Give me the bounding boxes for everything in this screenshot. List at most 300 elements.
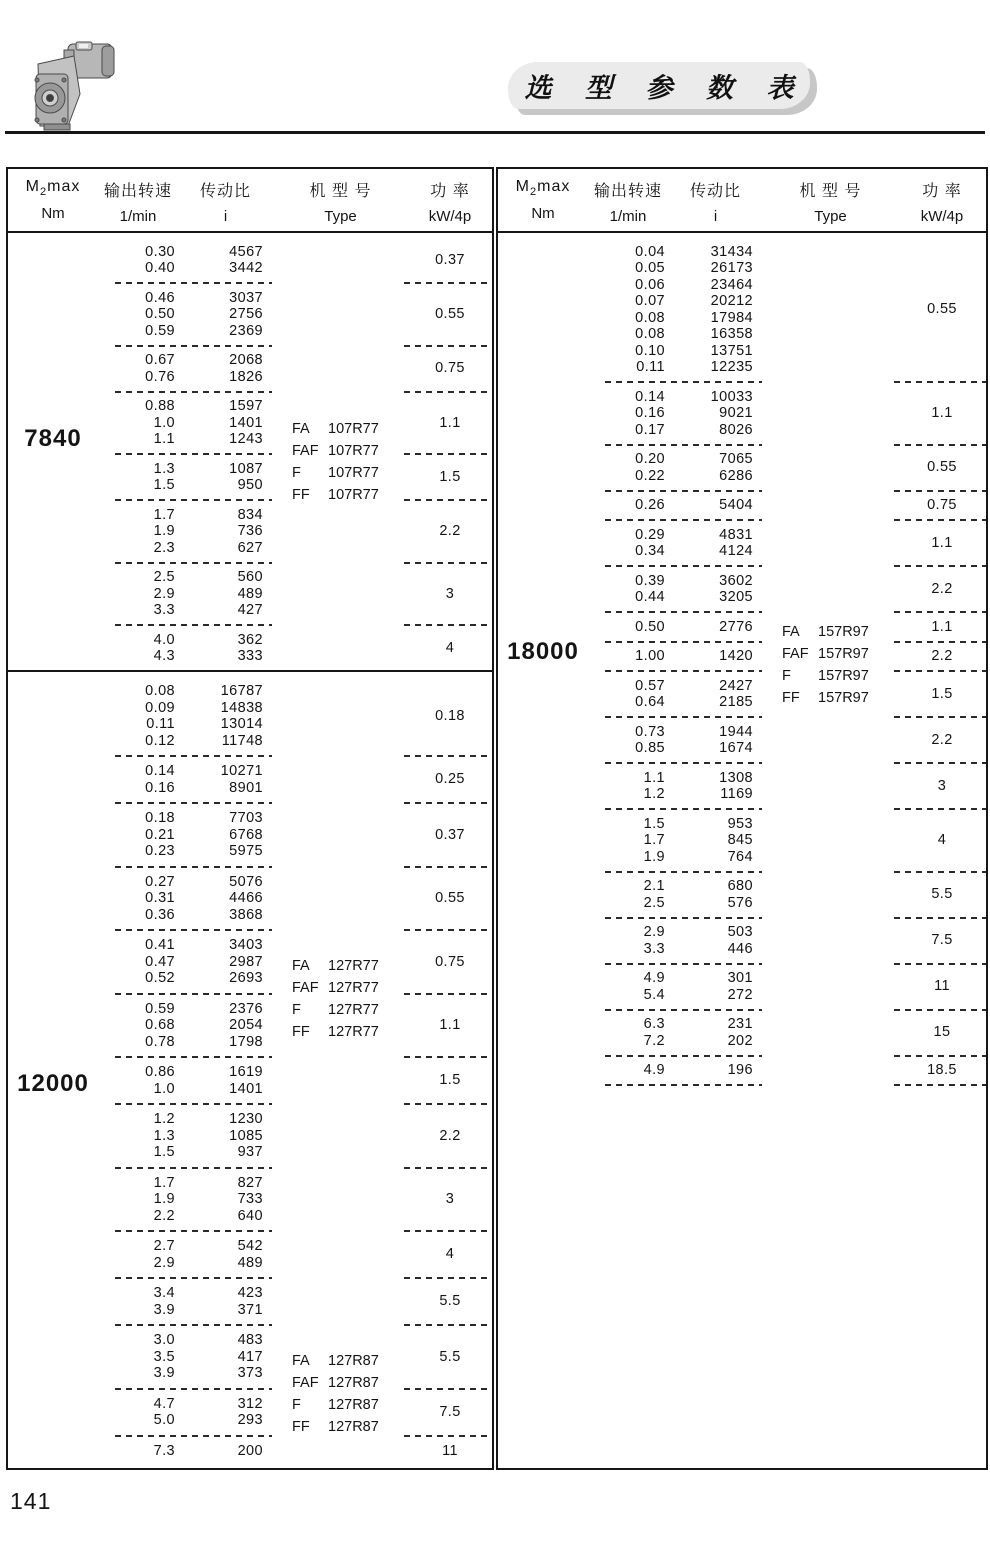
output-speed-value: 0.85 [635,740,665,756]
ratio-group-row [498,1056,986,1086]
output-speed-value: 6.3 [643,1016,665,1032]
output-speed-value: 2.7 [153,1238,175,1254]
ratio-value: 13751 [710,342,753,359]
output-speed-value: 0.11 [146,716,175,732]
torque-section [498,233,986,1468]
ratio-value: 845 [727,832,753,848]
output-speed-value: 0.29 [635,526,665,543]
type-model: FAF 107R77 [292,443,379,459]
power-value: 7.5 [439,1403,461,1420]
m2max-value: 12000 [17,1070,89,1097]
power-value: 7.5 [931,932,953,949]
ratio-group-row [498,566,986,612]
ratio-value: 20212 [710,293,753,309]
power-value: 1.5 [439,468,461,485]
power-value: 1.5 [439,1072,461,1089]
ratio-value: 6768 [229,826,263,843]
ratio-group-row [8,392,492,455]
output-speed-value: 2.5 [643,894,665,911]
output-speed-value: 0.14 [635,388,665,405]
ratio-group-row [498,1010,986,1056]
ratio-group-row [498,964,986,1010]
power-value: 18.5 [927,1062,957,1078]
ratio-value: 1826 [229,368,263,385]
output-speed-value: 4.9 [643,970,665,986]
power-value: 0.55 [435,306,465,322]
ratio-value: 950 [237,477,263,493]
ratio-value: 8901 [229,779,263,796]
ratio-group-row [498,717,986,763]
ratio-value: 427 [237,602,263,618]
ratio-value: 293 [237,1412,263,1428]
output-speed-value: 1.9 [643,848,665,865]
ratio-value: 272 [727,986,753,1003]
type-model: FAF 127R87 [292,1375,379,1391]
output-speed-value: 3.3 [643,940,665,957]
type-model: FA 127R77 [292,958,379,974]
ratio-value: 231 [727,1016,753,1032]
ratio-value: 542 [237,1238,263,1254]
power-value: 1.1 [439,414,461,431]
ratio-group-row [498,520,986,566]
ratio-value: 13014 [220,716,263,732]
output-speed-value: 0.04 [635,243,665,260]
output-speed-value: 4.3 [153,648,175,664]
output-speed-value: 1.0 [153,414,175,431]
output-speed-value: 4.9 [643,1062,665,1078]
output-speed-value: 0.86 [145,1064,175,1080]
power-value: 2.2 [931,580,953,597]
output-speed-value: 0.36 [145,906,175,923]
output-speed-value: 0.44 [635,589,665,605]
ratio-value: 9021 [719,405,753,421]
output-speed-value: 1.1 [643,769,665,786]
output-speed-value: 1.5 [153,1144,175,1160]
output-speed-value: 0.10 [635,342,665,359]
ratio-group-row [8,346,492,392]
dashed-divider [605,1084,762,1086]
output-speed-value: 0.47 [145,953,175,970]
header-divider [5,131,985,134]
type-model: FA 157R97 [782,624,869,640]
output-speed-value: 7.2 [643,1032,665,1049]
ratio-value: 2068 [229,352,263,368]
ratio-group-row [8,676,492,756]
power-value: 15 [933,1024,951,1041]
ratio-value: 5975 [229,843,263,859]
ratio-value: 2756 [229,306,263,322]
ratio-value: 3037 [229,289,263,306]
ratio-group-row [8,803,492,867]
ratio-value: 2427 [719,677,753,694]
ratio-value: 834 [237,506,263,523]
output-speed-value: 0.59 [145,1000,175,1017]
ratio-value: 1619 [229,1064,263,1080]
ratio-value: 4567 [229,243,263,260]
ratio-value: 2776 [719,618,753,635]
type-model: FA 127R87 [292,1353,379,1369]
m2max-value: 18000 [507,638,579,665]
output-speed-value: 0.39 [635,572,665,589]
output-speed-value: 7.3 [153,1442,175,1459]
torque-section [8,233,492,672]
output-speed-value: 0.73 [635,723,665,740]
ratio-value: 10033 [710,388,753,405]
output-speed-value: 4.7 [153,1395,175,1412]
output-speed-value: 0.34 [635,543,665,559]
power-value: 5.5 [439,1293,461,1310]
output-speed-value: 0.46 [145,289,175,306]
ratio-value: 827 [237,1174,263,1191]
output-speed-value: 0.27 [145,873,175,890]
power-value: 0.75 [927,497,957,513]
power-value: 2.2 [931,731,953,748]
output-speed-value: 0.76 [145,368,175,385]
power-value: 11 [442,1442,458,1459]
ratio-value: 10271 [220,763,263,779]
header-output-speed: 输出转速 1/min [103,183,172,225]
ratio-value: 423 [237,1285,263,1301]
power-value: 1.1 [931,405,953,421]
ratio-value: 16787 [220,683,263,699]
output-speed-value: 2.9 [153,585,175,602]
power-value: 3 [445,585,455,602]
page-number: 141 [10,1488,52,1514]
ratio-value: 6286 [719,467,753,484]
output-speed-value: 0.40 [145,260,175,276]
output-speed-value: 0.05 [635,260,665,276]
output-speed-value: 0.30 [145,243,175,260]
ratio-value: 1944 [719,723,753,740]
power-value: 2.2 [439,1127,461,1144]
output-speed-value: 0.31 [145,890,175,906]
type-model: FAF 157R97 [782,646,869,662]
ratio-value: 1087 [229,460,263,477]
output-speed-value: 0.09 [145,699,175,716]
power-value: 4 [445,639,455,656]
ratio-value: 4831 [719,526,753,543]
header-model: 机 型 号 Type [309,183,372,225]
power-value: 0.75 [435,360,465,377]
gearmotor-photo [24,34,124,134]
type-model: FF 157R97 [782,690,869,706]
ratio-value: 5076 [229,873,263,890]
output-speed-value: 1.3 [153,1127,175,1144]
ratio-group-row [8,1389,492,1436]
output-speed-value: 1.3 [153,460,175,477]
ratio-group-row [8,930,492,994]
output-speed-value: 3.3 [153,602,175,618]
ratio-group-row [8,867,492,931]
header-power: 功 率 kW/4p [920,183,964,225]
ratio-group-row [8,994,492,1058]
ratio-value: 489 [237,1254,263,1271]
output-speed-value: 1.2 [153,1111,175,1127]
ratio-value: 1798 [229,1033,263,1050]
output-speed-value: 0.14 [145,763,175,779]
ratio-value: 640 [237,1207,263,1224]
type-model: F 127R77 [292,1002,379,1018]
ratio-group-row [498,237,986,382]
ratio-group-row [8,563,492,626]
ratio-group-row [8,500,492,563]
output-speed-value: 0.08 [635,326,665,342]
output-speed-value: 3.9 [153,1365,175,1381]
output-speed-value: 3.4 [153,1285,175,1301]
power-value: 3 [445,1191,455,1207]
power-value: 0.18 [435,707,465,724]
ratio-value: 7065 [719,451,753,467]
ratio-value: 483 [237,1332,263,1348]
power-value: 5.5 [931,886,953,903]
ratio-value: 301 [727,970,753,986]
ratio-group-row [8,756,492,803]
ratio-value: 4466 [229,890,263,906]
output-speed-value: 4.0 [153,631,175,648]
type-model: F 127R87 [292,1397,379,1413]
ratio-value: 17984 [710,309,753,326]
power-value: 1.5 [931,685,953,702]
torque-section [8,672,492,1466]
ratio-value: 764 [727,848,753,865]
ratio-value: 953 [727,815,753,832]
output-speed-value: 1.7 [153,1174,175,1191]
output-speed-value: 1.9 [153,523,175,539]
output-speed-value: 0.22 [635,467,665,484]
type-model: F 157R97 [782,668,869,684]
ratio-group-row [8,454,492,500]
output-speed-value: 0.11 [636,359,665,375]
power-value: 3 [937,777,947,794]
power-value: 2.2 [931,648,953,664]
ratio-value: 333 [237,648,263,664]
output-speed-value: 0.06 [635,276,665,293]
ratio-value: 16358 [710,326,753,342]
header-m2max: $M_2\max$ Nm [515,178,571,223]
ratio-value: 371 [237,1301,263,1318]
table-header [8,169,492,233]
power-value: 0.55 [435,890,465,906]
section-banner [508,62,810,109]
ratio-group-row [498,872,986,918]
ratio-value: 417 [237,1348,263,1365]
output-speed-value: 0.41 [145,937,175,953]
m2max-value: 7840 [24,425,82,452]
ratio-group-row [498,382,986,445]
ratio-value: 489 [237,585,263,602]
output-speed-value: 2.1 [643,878,665,894]
output-speed-value: 0.50 [635,618,665,635]
power-value: 1.1 [931,534,953,551]
type-model: F 107R77 [292,465,379,481]
ratio-value: 2185 [719,694,753,710]
output-speed-value: 0.64 [635,694,665,710]
ratio-value: 3442 [229,260,263,276]
ratio-value: 1169 [720,786,753,802]
dashed-divider [894,1084,986,1086]
ratio-value: 2693 [229,970,263,986]
ratio-group-row [498,445,986,491]
output-speed-value: 0.59 [145,322,175,339]
ratio-value: 3868 [229,906,263,923]
ratio-value: 627 [237,539,263,556]
power-value: 0.75 [435,953,465,970]
ratio-value: 937 [237,1144,263,1160]
header-ratio: 传动比 i [689,183,741,225]
output-speed-value: 2.3 [153,539,175,556]
ratio-value: 7703 [229,810,263,826]
ratio-value: 312 [237,1395,263,1412]
power-value: 5.5 [439,1348,461,1365]
header-output-speed: 输出转速 1/min [593,183,662,225]
ratio-group-row [8,237,492,283]
output-speed-value: 0.52 [145,970,175,986]
ratio-value: 503 [727,924,753,940]
ratio-value: 8026 [719,421,753,438]
ratio-value: 202 [727,1032,753,1049]
header-model: 机 型 号 Type [799,183,862,225]
power-value: 0.25 [435,771,465,788]
ratio-group-row [498,642,986,672]
power-value: 4 [445,1246,455,1263]
ratio-group-row [498,809,986,872]
ratio-group-row [498,671,986,717]
output-speed-value: 3.0 [153,1332,175,1348]
output-speed-value: 1.2 [643,786,665,802]
ratio-value: 2987 [229,953,263,970]
ratio-group-row [498,612,986,642]
header-m2max: $M_2\max$ Nm [25,178,81,223]
ratio-value: 14838 [220,699,263,716]
output-speed-value: 1.0 [153,1080,175,1097]
ratio-value: 11748 [221,732,263,749]
ratio-value: 3403 [229,937,263,953]
ratio-value: 733 [237,1191,263,1207]
power-value: 0.55 [927,301,957,318]
output-speed-value: 0.26 [635,497,665,513]
ratio-group-row [8,1168,492,1232]
output-speed-value: 0.16 [145,779,175,796]
selection-table-left [6,167,494,1470]
type-model: FF 107R77 [292,487,379,503]
table-body [8,233,492,1466]
ratio-value: 2054 [229,1017,263,1033]
output-speed-value: 2.9 [153,1254,175,1271]
ratio-group-row [498,763,986,809]
type-model: FA 107R77 [292,421,379,437]
ratio-value: 560 [237,569,263,585]
ratio-value: 1308 [719,769,753,786]
ratio-group-row [8,1325,492,1389]
ratio-value: 1085 [229,1127,263,1144]
output-speed-value: 3.5 [153,1348,175,1365]
output-speed-value: 0.18 [145,810,175,826]
ratio-value: 26173 [710,260,753,276]
ratio-group-row [498,918,986,964]
output-speed-value: 1.5 [643,815,665,832]
ratio-value: 12235 [710,359,753,375]
ratio-value: 31434 [710,243,753,260]
output-speed-value: 0.57 [635,677,665,694]
ratio-group-row [8,1278,492,1325]
output-speed-value: 1.7 [153,506,175,523]
output-speed-value: 0.68 [145,1017,175,1033]
type-model: FF 127R77 [292,1024,379,1040]
ratio-group-row [8,283,492,346]
table-body [498,233,986,1468]
output-speed-value: 1.7 [643,832,665,848]
type-model: FF 127R87 [292,1419,379,1435]
ratio-value: 1230 [229,1111,263,1127]
power-value: 1.1 [931,618,953,635]
ratio-value: 736 [237,523,263,539]
ratio-value: 1597 [229,398,263,414]
ratio-group-row [8,1436,492,1467]
output-speed-value: 0.78 [145,1033,175,1050]
output-speed-value: 0.17 [635,421,665,438]
output-speed-value: 0.08 [635,309,665,326]
output-speed-value: 0.21 [145,826,175,843]
ratio-value: 2376 [229,1000,263,1017]
ratio-group-row [8,625,492,671]
ratio-group-row [498,491,986,521]
banner-title: 选 型 参 数 表 [524,73,807,103]
ratio-value: 1401 [229,1080,263,1097]
ratio-group-row [8,1231,492,1278]
output-speed-value: 1.5 [153,477,175,493]
power-value: 0.37 [435,251,465,268]
output-speed-value: 0.23 [145,843,175,859]
power-value: 0.55 [927,459,957,476]
output-speed-value: 5.0 [153,1412,175,1428]
output-speed-value: 0.50 [145,306,175,322]
ratio-value: 5404 [719,497,753,513]
output-speed-value: 0.88 [145,398,175,414]
output-speed-value: 0.16 [635,405,665,421]
output-speed-value: 1.9 [153,1191,175,1207]
ratio-group-row [8,1104,492,1168]
header-ratio: 传动比 i [199,183,251,225]
ratio-value: 446 [727,940,753,957]
ratio-value: 23464 [710,276,753,293]
ratio-value: 373 [237,1365,263,1381]
output-speed-value: 0.12 [145,732,175,749]
ratio-value: 2369 [229,322,263,339]
power-value: 2.2 [439,523,461,539]
selection-table-right [496,167,988,1470]
power-value: 4 [937,832,947,848]
output-speed-value: 1.1 [153,431,175,447]
ratio-value: 576 [727,894,753,911]
power-value: 11 [934,978,950,995]
output-speed-value: 1.00 [635,648,665,664]
output-speed-value: 2.2 [153,1207,175,1224]
output-speed-value: 2.9 [643,924,665,940]
ratio-value: 3602 [719,572,753,589]
ratio-value: 362 [237,631,263,648]
ratio-value: 1401 [229,414,263,431]
output-speed-value: 0.07 [635,293,665,309]
ratio-value: 3205 [719,589,753,605]
header-power: 功 率 kW/4p [428,183,472,225]
output-speed-value: 0.08 [145,683,175,699]
power-value: 0.37 [435,826,465,843]
output-speed-value: 0.20 [635,451,665,467]
ratio-group-row [8,1057,492,1104]
ratio-value: 4124 [719,543,753,559]
table-header [498,169,986,233]
output-speed-value: 0.67 [145,352,175,368]
